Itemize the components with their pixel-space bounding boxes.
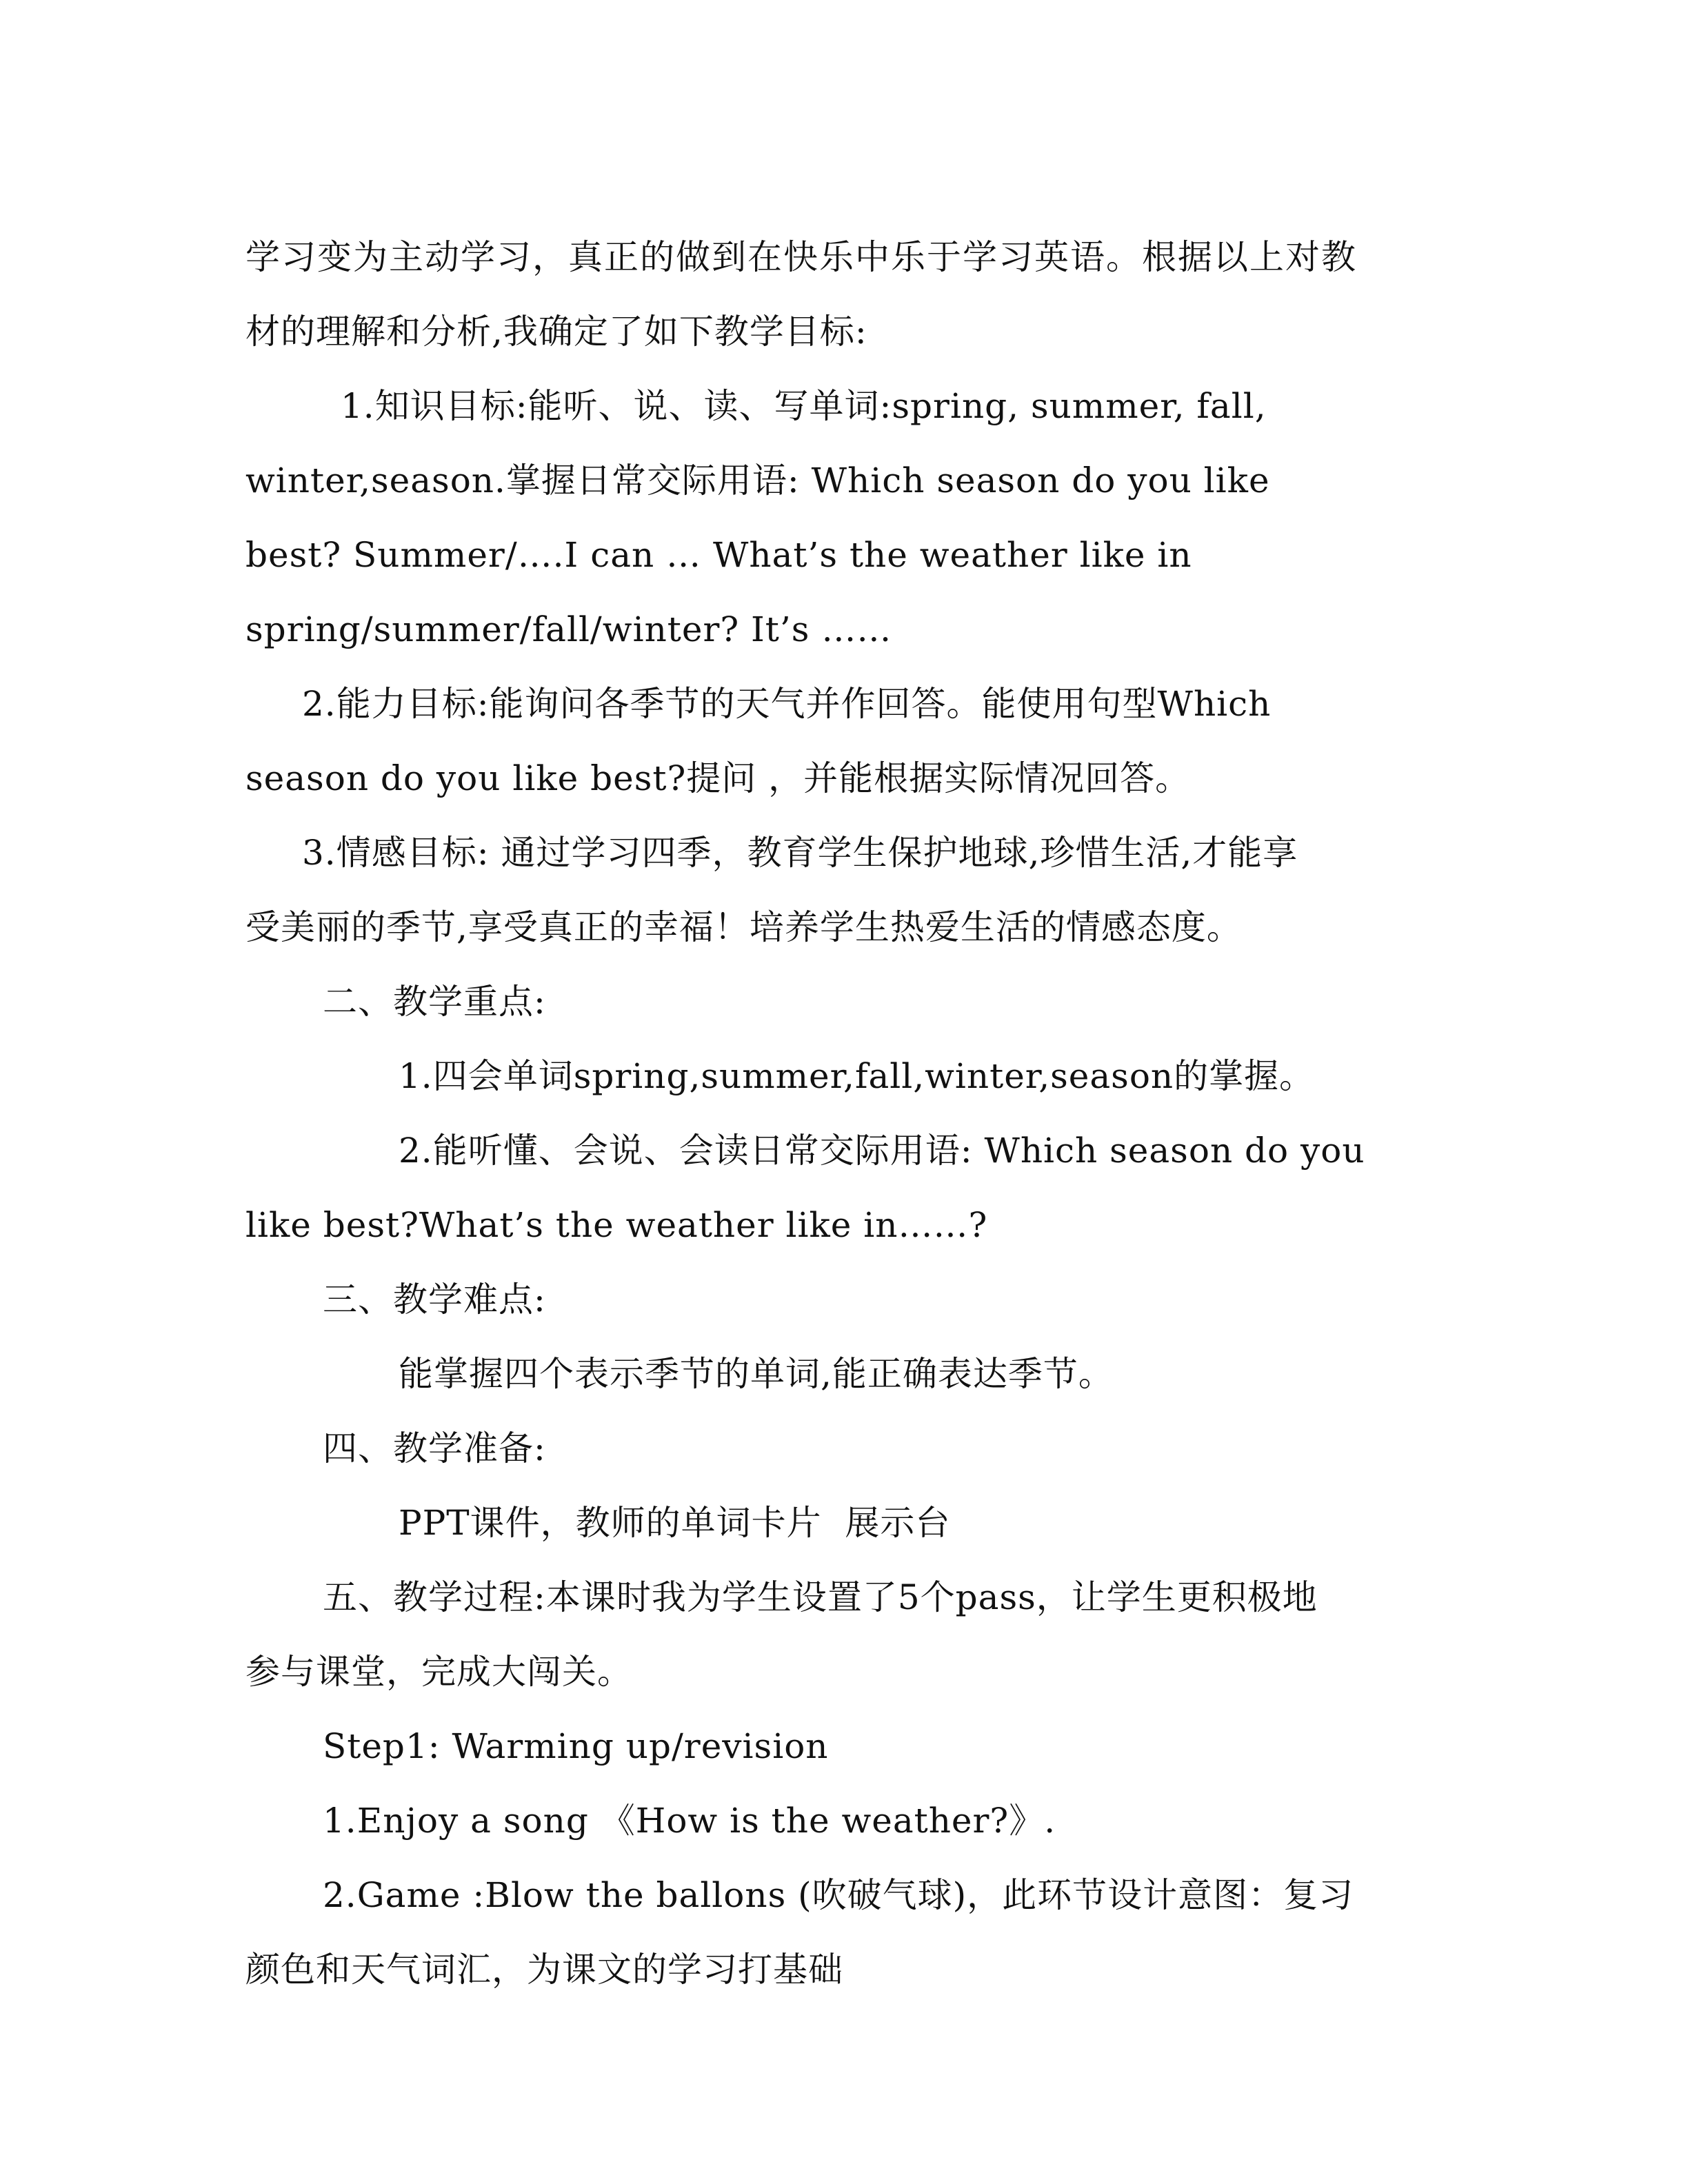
text-line: season do you like best?提问 ，并能根据实际情况回答。: [245, 758, 1191, 798]
text-line: 1.Enjoy a song 《How is the weather?》.: [323, 1801, 1056, 1841]
step-heading: Step1: Warming up/revision: [323, 1726, 829, 1766]
text-line: 学习变为主动学习，真正的做到在快乐中乐于学习英语。根据以上对教: [245, 237, 1357, 277]
section-heading: 三、教学难点:: [323, 1280, 546, 1320]
text-line: 3.情感目标: 通过学习四季，教育学生保护地球,珍惜生活,才能享: [302, 833, 1298, 873]
text-line: 1.四会单词spring,summer,fall,winter,season的掌握。: [399, 1056, 1315, 1096]
text-line: PPT课件，教师的单词卡片 展示台: [399, 1503, 951, 1543]
text-line: winter,season.掌握日常交际用语: Which season do you like: [245, 461, 1270, 501]
text-line: 2.能力目标:能询问各季节的天气并作回答。能使用句型Which: [302, 684, 1272, 724]
text-line: spring/summer/fall/winter? It’s ……: [245, 609, 892, 649]
section-heading: 二、教学重点:: [323, 982, 546, 1022]
section-heading: 五、教学过程:本课时我为学生设置了5个pass，让学生更积极地: [323, 1577, 1318, 1617]
text-line: 材的理解和分析,我确定了如下教学目标:: [245, 312, 867, 352]
text-line: 受美丽的季节,享受真正的幸福！培养学生热爱生活的情感态度。: [245, 907, 1242, 947]
text-line: 1.知识目标:能听、说、读、写单词:spring, summer, fall,: [341, 386, 1267, 426]
text-line: 参与课堂，完成大闯关。: [245, 1652, 632, 1692]
text-line: best? Summer/….I can … What’s the weather like in: [245, 535, 1192, 575]
text-line: like best?What’s the weather like in……?: [245, 1205, 988, 1245]
text-line: 能掌握四个表示季节的单词,能正确表达季节。: [399, 1354, 1114, 1394]
section-heading: 四、教学准备:: [323, 1428, 546, 1468]
text-line: 2.能听懂、会说、会读日常交际用语: Which season do you: [399, 1131, 1365, 1171]
text-line: 2.Game :Blow the ballons (吹破气球)，此环节设计意图：复习: [323, 1875, 1354, 1915]
text-line: 颜色和天气词汇，为课文的学习打基础: [245, 1950, 843, 1990]
